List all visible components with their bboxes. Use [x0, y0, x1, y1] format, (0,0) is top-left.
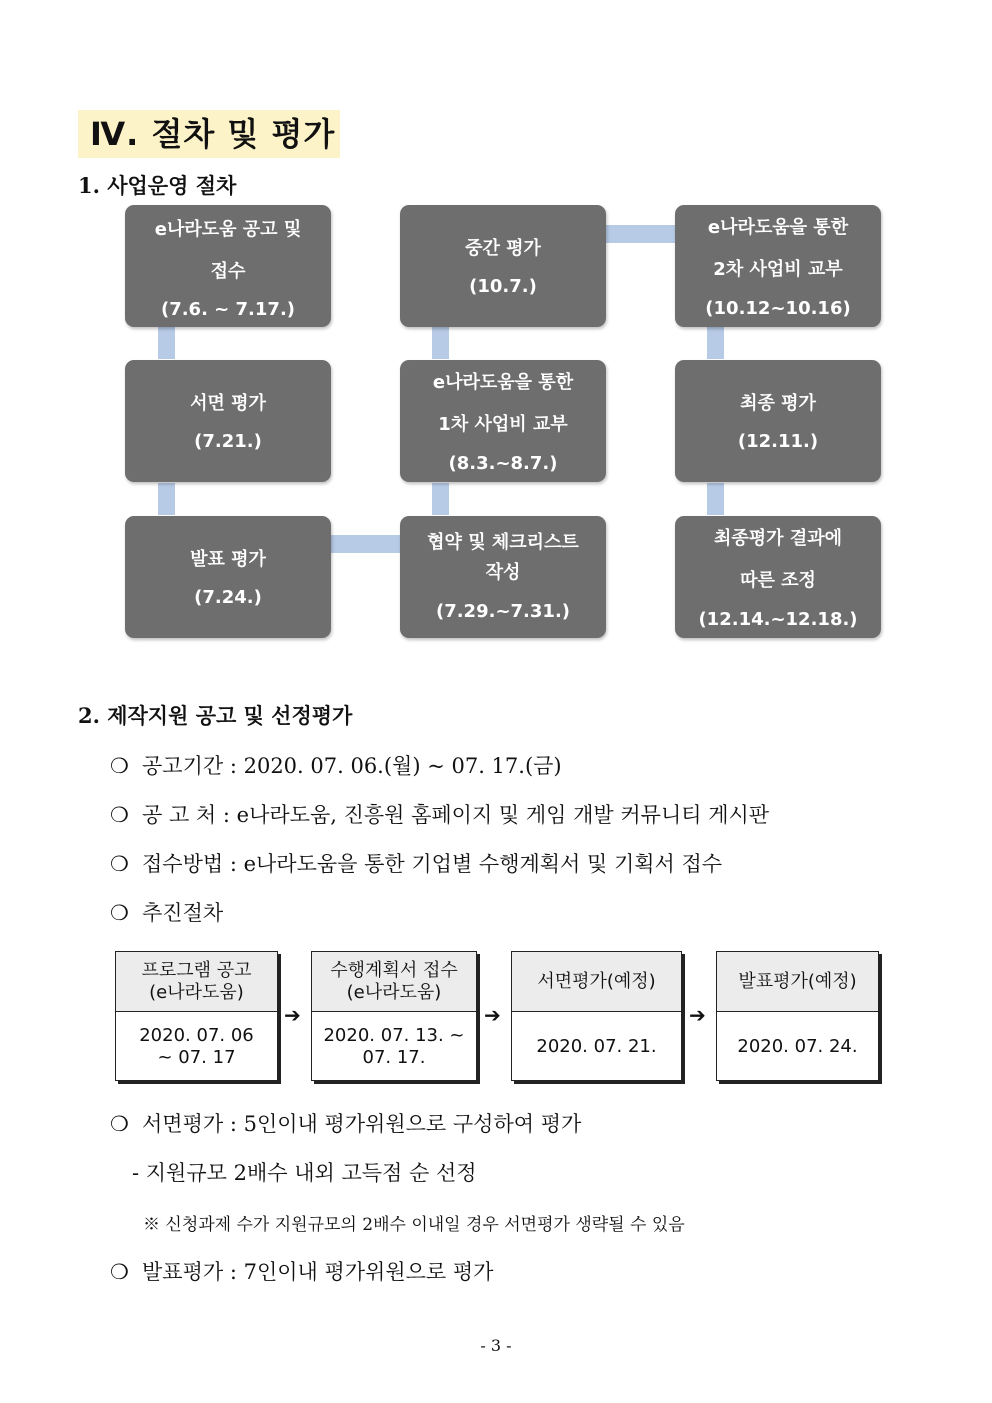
- connector: [432, 483, 449, 515]
- flow-box-first-payment: [400, 360, 606, 482]
- flow-box-line: 2차 사업비 교부: [713, 259, 843, 280]
- bullet-written-eval: ❍ 서면평가 : 5인이내 평가위원으로 구성하여 평가: [110, 1112, 582, 1136]
- step-title: 발표평가(예정): [738, 970, 857, 992]
- connector: [331, 535, 400, 553]
- flow-box-line: 1차 사업비 교부: [438, 414, 568, 435]
- chapter-title: Ⅳ. 절차 및 평가: [78, 110, 340, 158]
- flow-box-line: (7.24.): [194, 587, 262, 608]
- arrow-right-icon: ➔: [484, 1003, 501, 1027]
- process-step: [311, 951, 477, 1081]
- page-number: - 3 -: [480, 1336, 512, 1355]
- section1-title: 1. 사업운영 절차: [78, 173, 237, 198]
- bullet-announcement-period: ❍ 공고기간 : 2020. 07. 06.(월) ~ 07. 17.(금): [110, 754, 562, 778]
- note: ※ 신청과제 수가 지원규모의 2배수 이내일 경우 서면평가 생략될 수 있음: [143, 1215, 685, 1235]
- step-date: 2020. 07. 24.: [737, 1036, 858, 1057]
- item-label: 공고기간: [142, 754, 224, 778]
- item-label: 추진절차: [142, 901, 224, 925]
- item-label: 접수방법: [142, 852, 224, 876]
- item-text: e나라도움을 통한 기업별 수행계획서 및 기획서 접수: [243, 852, 723, 876]
- connector: [707, 327, 724, 359]
- connector: [707, 483, 724, 515]
- item-label: 공 고 처: [142, 803, 217, 827]
- connector: [606, 225, 675, 243]
- flow-box-line: 발표 평가: [190, 549, 266, 570]
- bullet-icon: ❍: [110, 1112, 129, 1136]
- arrow-right-icon: ➔: [689, 1003, 706, 1027]
- process-step: [511, 951, 682, 1081]
- bullet-procedure: [110, 897, 223, 927]
- flow-box-line: e나라도움을 통한: [707, 217, 849, 238]
- connector: [158, 483, 175, 515]
- bullet-presentation-eval: ❍ 발표평가 : 7인이내 평가위원으로 평가: [110, 1260, 494, 1284]
- flow-box-line: (10.12~10.16): [705, 298, 851, 319]
- flow-box-announcement: [125, 205, 331, 327]
- connector: [158, 327, 175, 359]
- flow-box-line: 서면 평가: [190, 393, 266, 414]
- step-title: 수행계획서 접수: [330, 959, 458, 981]
- flow-box-line: (8.3.~8.7.): [448, 453, 558, 474]
- item-label: 서면평가: [142, 1112, 224, 1136]
- flow-box-agreement: [400, 516, 606, 638]
- item-text: e나라도움, 진흥원 홈페이지 및 게임 개발 커뮤니티 게시판: [236, 803, 770, 827]
- item-text: 2020. 07. 06.(월) ~ 07. 17.(금): [243, 754, 562, 778]
- flow-box-presentation-eval: [125, 516, 331, 638]
- step-date: 2020. 07. 21.: [536, 1036, 657, 1057]
- flow-box-second-payment: [675, 205, 881, 327]
- process-step: [115, 951, 278, 1081]
- item-label: 발표평가: [142, 1260, 224, 1284]
- arrow-right-icon: ➔: [284, 1003, 301, 1027]
- flow-box-line: (10.7.): [469, 276, 537, 297]
- bullet-icon: ❍: [110, 803, 129, 827]
- connector: [432, 327, 449, 359]
- bullet-icon: ❍: [110, 1260, 129, 1284]
- bullet-icon: ❍: [110, 852, 129, 876]
- step-date: 2020. 07. 13. ~: [323, 1025, 465, 1046]
- item-text: 5인이내 평가위원으로 구성하여 평가: [243, 1112, 582, 1136]
- flow-box-line: (7.21.): [194, 431, 262, 452]
- step-title: (e나라도움): [346, 981, 442, 1003]
- step-date: 07. 17.: [362, 1047, 426, 1068]
- step-title: (e나라도움): [149, 981, 244, 1003]
- flow-box-line: 협약 및 체크리스트: [427, 532, 579, 553]
- flow-box-line: (12.14.~12.18.): [698, 609, 858, 630]
- bullet-icon: ❍: [110, 901, 129, 925]
- step-title: 서면평가(예정): [537, 970, 656, 992]
- bullet-application-method: ❍ 접수방법 : e나라도움을 통한 기업별 수행계획서 및 기획서 접수: [110, 852, 723, 876]
- flow-box-line: e나라도움 공고 및: [154, 219, 302, 240]
- flow-box-written-eval: [125, 360, 331, 482]
- bullet-announcement-place: ❍ 공 고 처 : e나라도움, 진흥원 홈페이지 및 게임 개발 커뮤니티 게시판: [110, 803, 770, 827]
- flow-box-line: 접수: [210, 261, 246, 282]
- flow-box-line: (7.29.~7.31.): [435, 601, 571, 622]
- flow-box-adjustment: [675, 516, 881, 638]
- flow-box-line: 최종 평가: [740, 393, 816, 414]
- flow-box-line: 따른 조정: [740, 570, 816, 591]
- item-text: 7인이내 평가위원으로 평가: [243, 1260, 494, 1284]
- section2-title: 2. 제작지원 공고 및 선정평가: [78, 703, 353, 728]
- step-date: ~ 07. 17: [157, 1047, 236, 1068]
- flow-box-final-eval: [675, 360, 881, 482]
- flow-box-interim-eval: [400, 205, 606, 327]
- flow-box-line: e나라도움을 통한: [432, 372, 574, 393]
- sub-item: - 지원규모 2배수 내외 고득점 순 선정: [132, 1161, 477, 1185]
- process-step: [716, 951, 879, 1081]
- flow-box-line: (12.11.): [737, 431, 819, 452]
- bullet-icon: ❍: [110, 754, 129, 778]
- step-date: 2020. 07. 06: [139, 1025, 254, 1046]
- step-title: 프로그램 공고: [141, 959, 252, 981]
- flow-box-line: 작성: [485, 562, 521, 583]
- flow-box-line: 최종평가 결과에: [714, 528, 842, 549]
- flow-box-line: (7.6. ~ 7.17.): [160, 299, 296, 320]
- flow-box-line: 중간 평가: [465, 238, 541, 259]
